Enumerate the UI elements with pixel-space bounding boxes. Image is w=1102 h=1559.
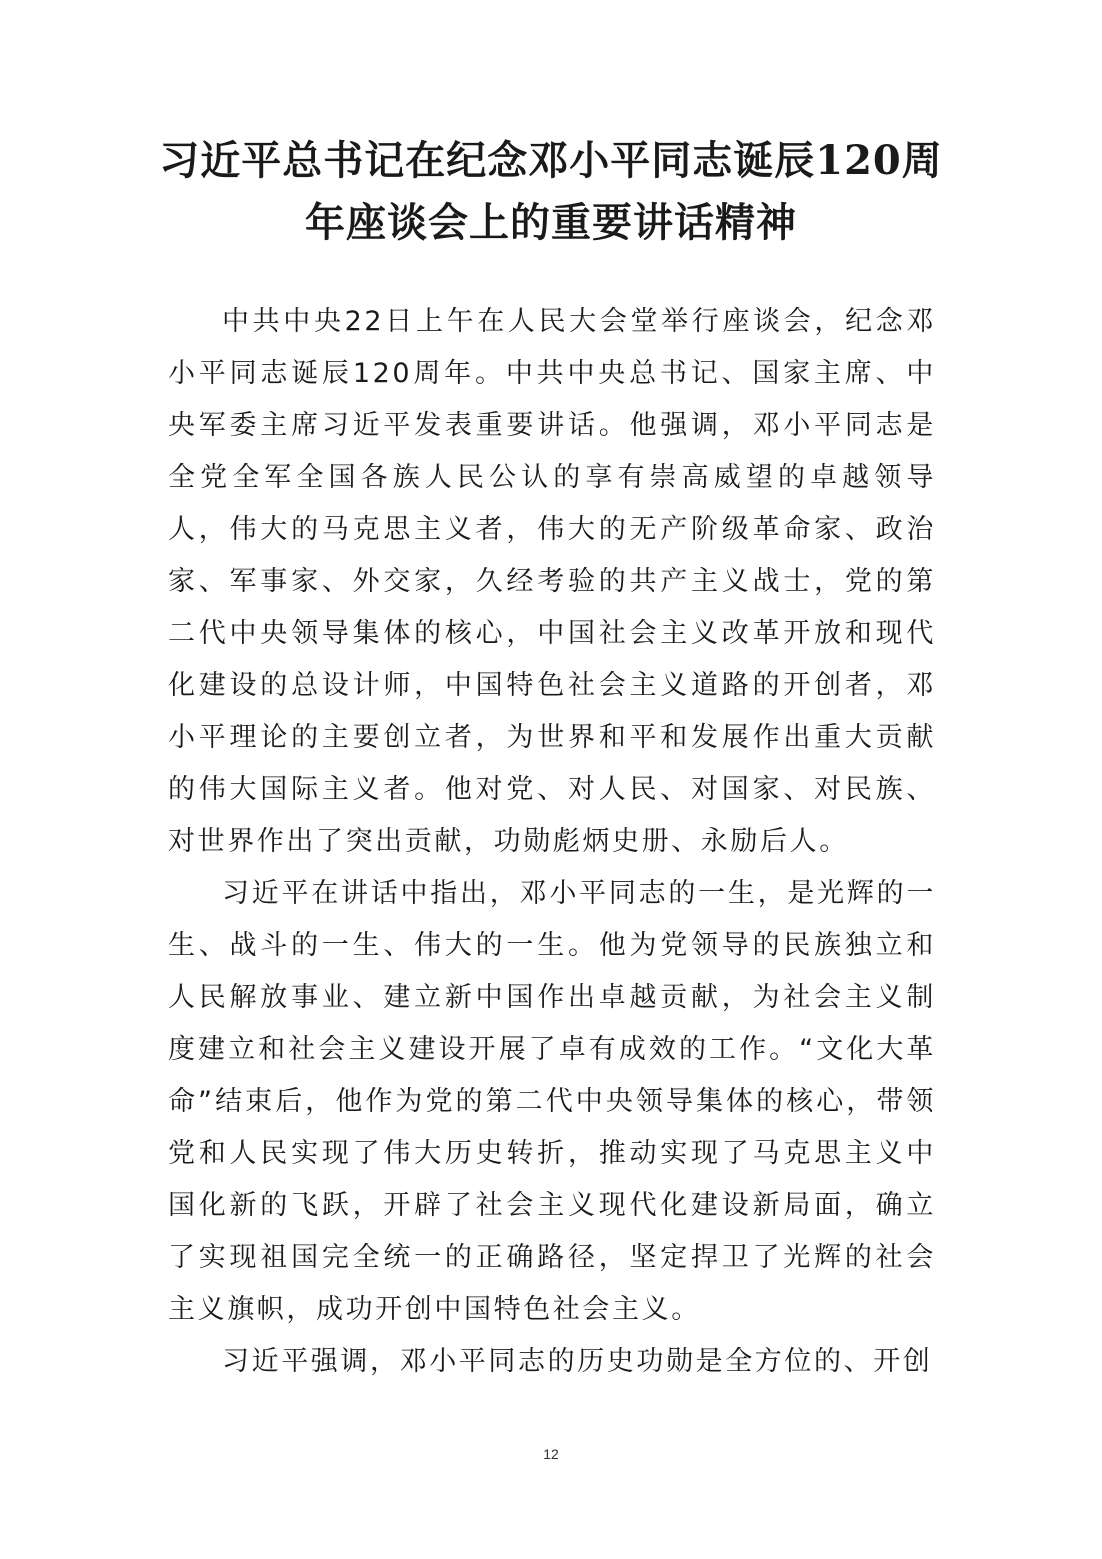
body-text (168, 296, 936, 1388)
paragraph-1: 中共中央22日上午在人民大会堂举行座谈会，纪念邓小平同志诞辰120周年。中共中央总书记、国家主席、中央军委主席习近平发表重要讲话。他强调，邓小平同志是全党全军全国各族人民公认的享有崇高威望的卓越领导人，伟大的马克思主义者，伟大的无产阶级革命家、政治家、军事家、外交家，久经考验的共产主义战士，党的第二代中央领导集体的核心，中国社会主义改革开放和现代化建设的总设计师，中国特色社会主义道路的开创者，邓小平理论的主要创立者，为世界和平和发展作出重大贡献的伟大国际主义者。他对党、对人民、对国家、对民族、对世界作出了突出贡献，功勋彪炳史册、永励后人。 (168, 306, 936, 857)
paragraph-3: 习近平强调，邓小平同志的历史功勋是全方位的、开创 (222, 1346, 933, 1377)
paragraph-2: 习近平在讲话中指出，邓小平同志的一生，是光辉的一生、战斗的一生、伟大的一生。他为党领导的民族独立和人民解放事业、建立新中国作出卓越贡献，为社会主义制度建立和社会主义建设开展了卓有成效的工作。“文化大革命”结束后，他作为党的第二代中央领导集体的核心，带领党和人民实现了伟大历史转折，推动实现了马克思主义中国化新的飞跃，开辟了社会主义现代化建设新局面，确立了实现祖国完全统一的正确路径，坚定捍卫了光辉的社会主义旗帜，成功开创中国特色社会主义。 (168, 878, 936, 1325)
title-line-2: 年座谈会上的重要讲话精神 (305, 199, 797, 246)
page-number: 12 (543, 1446, 559, 1462)
page-title (150, 130, 952, 254)
title-line-1: 习近平总书记在纪念邓小平同志诞辰120周 (159, 137, 943, 184)
